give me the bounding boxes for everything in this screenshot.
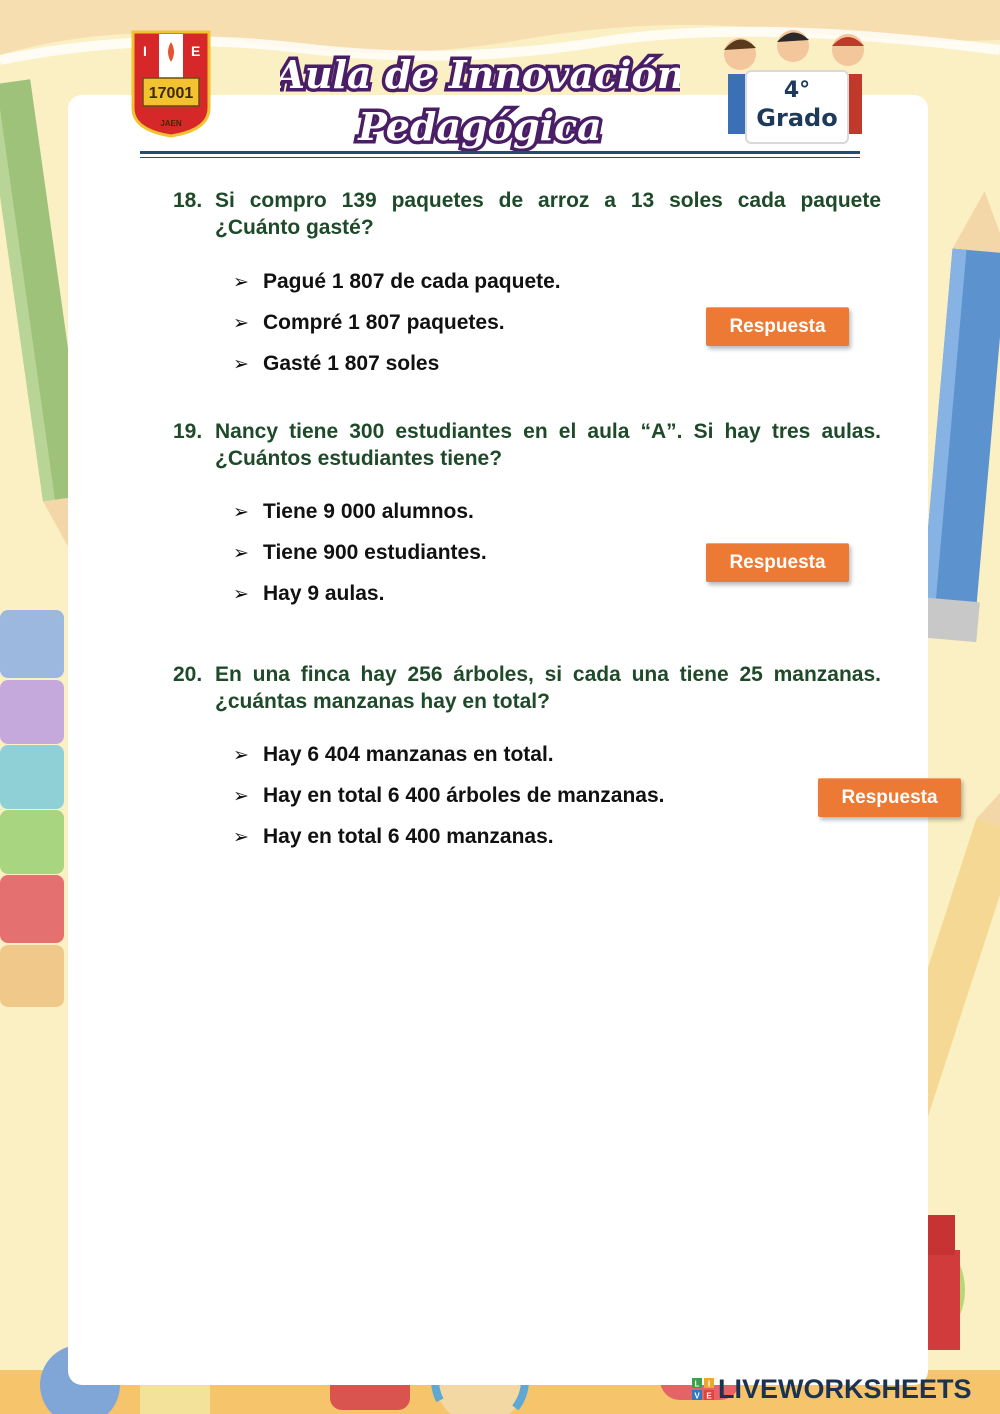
options-20	[233, 743, 665, 866]
option-item[interactable]	[233, 825, 665, 866]
option-item[interactable]	[233, 352, 561, 393]
grade-label: Grado	[756, 104, 838, 132]
arrowhead-bullet-icon: ➢	[233, 501, 249, 523]
badge-letter-e: E	[191, 43, 201, 59]
grade-number: 4°	[783, 78, 811, 103]
answer-dropdown-18[interactable]: Respuesta	[706, 307, 849, 346]
liveworksheets-wordmark: LIVEWORKSHEETS	[718, 1373, 972, 1404]
title-banner	[280, 42, 680, 154]
option-text: Hay 9 aulas.	[263, 582, 385, 605]
option-text: Hay en total 6 400 árboles de manzanas.	[263, 784, 665, 807]
badge-letter: I	[707, 1379, 711, 1389]
title-line-2: Pedagógica	[358, 104, 602, 149]
question-19	[173, 418, 881, 472]
badge-letter-i: I	[143, 43, 147, 59]
badge-letter: L	[694, 1379, 700, 1389]
header-rule	[140, 151, 860, 154]
arrowhead-bullet-icon: ➢	[233, 271, 249, 293]
badge-letter: V	[694, 1391, 700, 1400]
option-item[interactable]	[233, 500, 487, 541]
arrowhead-bullet-icon: ➢	[233, 583, 249, 605]
option-item[interactable]	[233, 311, 561, 352]
grade-sign	[745, 70, 849, 144]
option-text: Gasté 1 807 soles	[263, 352, 440, 375]
question-20	[173, 661, 881, 715]
school-logo	[131, 30, 211, 138]
arrowhead-bullet-icon: ➢	[233, 542, 249, 564]
option-text: Tiene 9 000 alumnos.	[263, 500, 474, 523]
option-text: Hay en total 6 400 manzanas.	[263, 825, 554, 848]
question-number: 18.	[173, 189, 203, 212]
option-item[interactable]	[233, 541, 487, 582]
arrowhead-bullet-icon: ➢	[233, 826, 249, 848]
options-18	[233, 270, 561, 393]
question-18	[173, 187, 881, 241]
option-item[interactable]	[233, 784, 665, 825]
liveworksheets-brand[interactable]	[692, 1374, 972, 1404]
answer-dropdown-19[interactable]: Respuesta	[706, 543, 849, 582]
liveworksheets-logo-icon	[692, 1378, 714, 1400]
options-19	[233, 500, 487, 623]
arrowhead-bullet-icon: ➢	[233, 744, 249, 766]
option-item[interactable]	[233, 582, 487, 623]
header-rule-thin	[140, 157, 860, 158]
badge-letter: E	[706, 1391, 712, 1400]
question-text: Nancy tiene 300 estudiantes en el aula “A”. Si hay tres aulas. ¿Cuántos estudiantes tiene?	[215, 420, 881, 470]
badge-city: JAEN	[160, 119, 182, 128]
arrowhead-bullet-icon: ➢	[233, 353, 249, 375]
question-number: 20.	[173, 663, 203, 686]
option-text: Hay 6 404 manzanas en total.	[263, 743, 554, 766]
answer-dropdown-20[interactable]: Respuesta	[818, 778, 961, 817]
book-stack-art	[0, 610, 64, 1007]
question-text: Si compro 139 paquetes de arroz a 13 soles cada paquete ¿Cuánto gasté?	[215, 189, 881, 239]
badge-code: 17001	[148, 85, 194, 102]
option-item[interactable]	[233, 743, 665, 784]
question-text: En una finca hay 256 árboles, si cada una tiene 25 manzanas. ¿cuántas manzanas hay en total?	[215, 663, 881, 713]
arrowhead-bullet-icon: ➢	[233, 785, 249, 807]
option-text: Tiene 900 estudiantes.	[263, 541, 487, 564]
option-text: Pagué 1 807 de cada paquete.	[263, 270, 561, 293]
question-number: 19.	[173, 420, 203, 443]
right-pencil-art	[916, 189, 1000, 643]
title-line-1: Aula de Innovación	[280, 52, 680, 97]
option-text: Compré 1 807 paquetes.	[263, 311, 505, 334]
arrowhead-bullet-icon: ➢	[233, 312, 249, 334]
option-item[interactable]	[233, 270, 561, 311]
